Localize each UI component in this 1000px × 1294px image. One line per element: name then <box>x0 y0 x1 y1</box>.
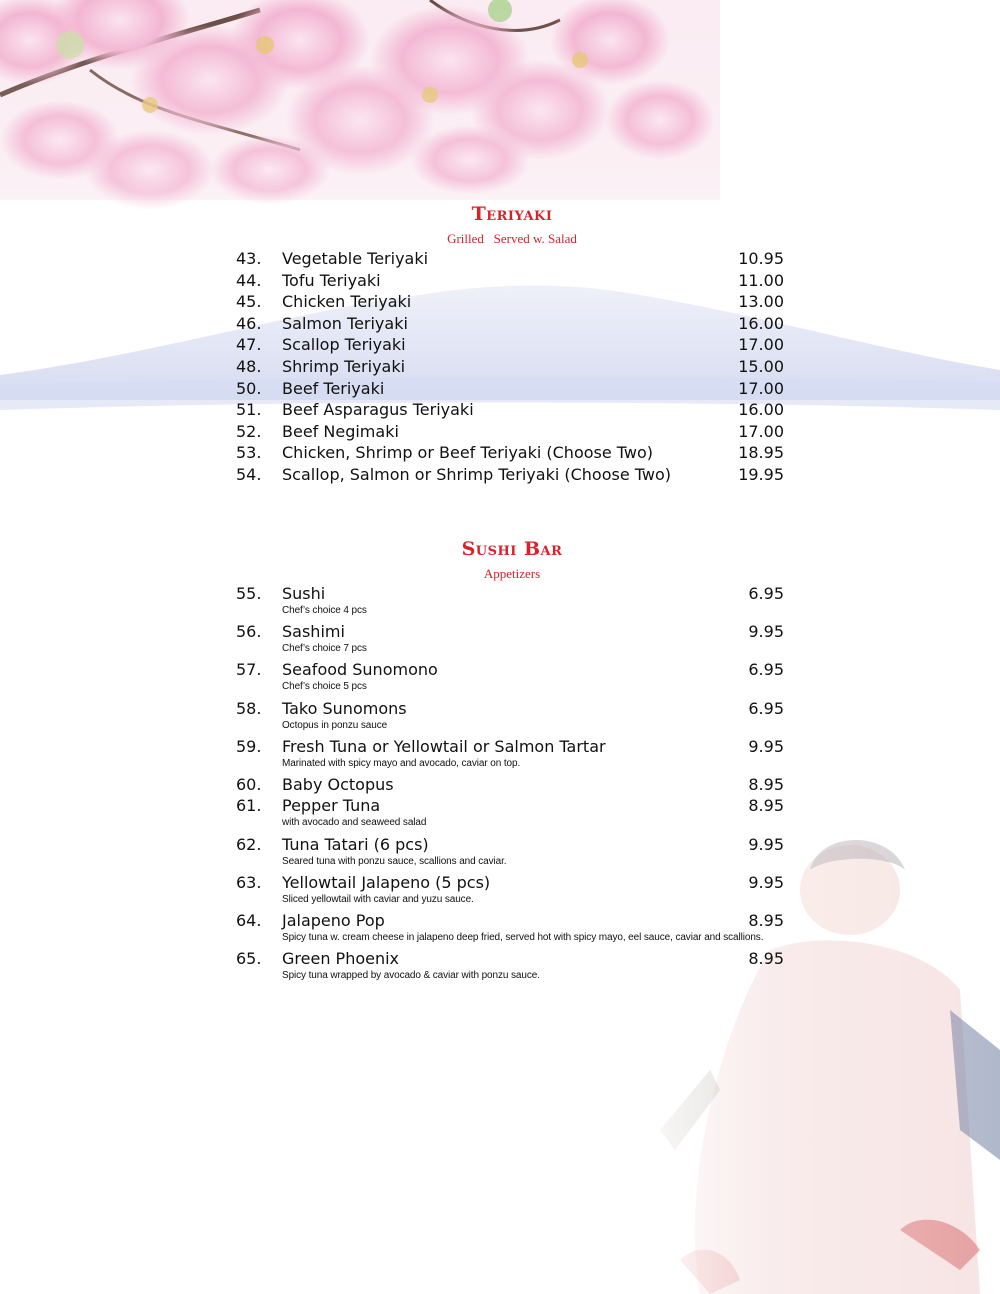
menu-item <box>236 465 784 487</box>
menu-item-name: Shrimp Teriyaki <box>282 357 406 376</box>
menu-item-price: 9.95 <box>748 622 784 642</box>
menu-item <box>236 911 784 943</box>
menu-item-number: 50. <box>236 378 262 398</box>
menu-item-number: 57. <box>236 660 262 680</box>
menu-item <box>236 660 784 693</box>
menu-item-price: 19.95 <box>738 465 784 484</box>
menu-item <box>236 400 784 422</box>
menu-item-number: 65. <box>236 949 262 969</box>
menu-item-price: 11.00 <box>738 270 784 290</box>
menu-item-name: Jalapeno Pop <box>282 911 385 930</box>
menu-item-number: 64. <box>236 911 262 930</box>
menu-item-name: Beef Asparagus Teriyaki <box>282 400 474 420</box>
menu-item-description: with avocado and seaweed salad <box>282 817 427 829</box>
menu-item-name: Sashimi <box>282 622 345 642</box>
menu-item-description: Sliced yellowtail with caviar and yuzu sauce. <box>282 893 474 905</box>
menu-item-number: 47. <box>236 335 262 355</box>
menu-item-name: Sushi <box>282 584 326 603</box>
menu-item-number: 56. <box>236 622 262 642</box>
menu-item-price: 10.95 <box>738 249 784 268</box>
menu-item-name: Scallop Teriyaki <box>282 335 406 355</box>
menu-item-description: Spicy tuna wrapped by avocado & caviar with ponzu sauce. <box>282 970 540 982</box>
menu-item <box>236 271 784 293</box>
menu-item-name: Chicken Teriyaki <box>282 292 412 312</box>
menu-item-name: Seafood Sunomono <box>282 660 438 680</box>
menu-item-price: 6.95 <box>748 660 784 680</box>
menu-item-number: 46. <box>236 313 262 333</box>
menu-item-price: 18.95 <box>738 443 784 463</box>
menu-item <box>236 698 784 731</box>
menu-item <box>236 796 784 829</box>
menu-item-description: Chef’s choice 4 pcs <box>282 605 367 616</box>
menu-item-number: 62. <box>236 834 262 854</box>
menu-item-number: 44. <box>236 270 262 290</box>
menu-item-price: 9.95 <box>748 834 784 854</box>
menu-item-name: Scallop, Salmon or Shrimp Teriyaki (Choose Two) <box>282 465 672 484</box>
menu-item-name: Fresh Tuna or Yellowtail or Salmon Tartar <box>282 736 606 756</box>
menu-item <box>236 335 784 357</box>
menu-item <box>236 422 784 444</box>
menu-item-name: Yellowtail Jalapeno (5 pcs) <box>282 872 491 892</box>
menu-item-description: Marinated with spicy mayo and avocado, caviar on top. <box>282 757 521 769</box>
menu-item-price: 15.00 <box>738 357 784 376</box>
menu-item-price: 9.95 <box>748 736 784 756</box>
menu-item-description: Seared tuna with ponzu sauce, scallions and caviar. <box>282 855 507 867</box>
menu-item-number: 43. <box>236 249 262 268</box>
menu-item-name: Chicken, Shrimp or Beef Teriyaki (Choose Two) <box>282 443 654 463</box>
geisha-illustration-icon <box>620 830 1000 1294</box>
menu-item <box>236 584 784 616</box>
menu-item <box>236 736 784 769</box>
menu-item-number: 63. <box>236 872 262 892</box>
menu-item <box>236 292 784 314</box>
menu-item-number: 53. <box>236 443 262 463</box>
menu-item-name: Tako Sunomons <box>282 698 407 718</box>
menu-item-number: 61. <box>236 796 262 816</box>
menu-item-number: 55. <box>236 584 262 603</box>
section-subtitle-sushi-bar: Appetizers <box>483 566 541 581</box>
menu-item-name: Tuna Tatari (6 pcs) <box>282 834 429 854</box>
menu-item-name: Beef Negimaki <box>282 421 399 441</box>
menu-item <box>236 872 784 905</box>
menu-item-description: Spicy tuna w. cream cheese in jalapeno deep fried, served hot with spicy mayo, eel sauce, caviar and scallions. <box>282 932 764 943</box>
section-title-teriyaki: Teriyaki <box>471 203 553 225</box>
menu-item-name: Green Phoenix <box>282 949 400 969</box>
menu-item-name: Tofu Teriyaki <box>282 270 381 290</box>
menu-item-price: 6.95 <box>748 698 784 718</box>
menu-item-number: 52. <box>236 421 262 441</box>
menu-item-price: 8.95 <box>748 949 784 969</box>
menu-item-price: 17.00 <box>738 378 784 398</box>
menu-item-number: 51. <box>236 400 262 420</box>
menu-item <box>236 314 784 336</box>
menu-item-number: 59. <box>236 736 262 756</box>
menu-item <box>236 949 784 982</box>
menu-item-price: 17.00 <box>738 421 784 441</box>
menu-item-name: Beef Teriyaki <box>282 378 385 398</box>
menu-item-price: 8.95 <box>748 775 784 794</box>
menu-item <box>236 249 784 271</box>
menu-item-number: 60. <box>236 775 262 794</box>
menu-item-price: 13.00 <box>738 292 784 312</box>
menu-item-price: 16.00 <box>738 313 784 333</box>
menu-item-number: 54. <box>236 465 262 484</box>
menu-item <box>236 622 784 655</box>
menu-item-description: Chef’s choice 5 pcs <box>282 681 367 693</box>
menu-item-description: Octopus in ponzu sauce <box>282 719 388 731</box>
menu-item <box>236 379 784 401</box>
menu-item-name: Salmon Teriyaki <box>282 313 408 333</box>
section-subtitle-teriyaki: Grilled Served w. Salad <box>447 231 577 246</box>
menu-item-number: 45. <box>236 292 262 312</box>
menu-item-name: Vegetable Teriyaki <box>282 249 429 268</box>
menu-item <box>236 834 784 867</box>
menu-item-price: 9.95 <box>748 872 784 892</box>
menu-item-price: 17.00 <box>738 335 784 355</box>
menu-item-number: 48. <box>236 357 262 376</box>
menu-item-name: Baby Octopus <box>282 775 394 794</box>
menu-item <box>236 443 784 465</box>
section-title-sushi-bar: Sushi Bar <box>461 538 563 560</box>
menu-item-name: Pepper Tuna <box>282 796 381 816</box>
menu-item-number: 58. <box>236 698 262 718</box>
menu-item <box>236 775 784 797</box>
menu-item-price: 6.95 <box>748 584 784 603</box>
menu-item <box>236 357 784 379</box>
menu-item-price: 16.00 <box>738 400 784 420</box>
menu-item-price: 8.95 <box>748 796 784 816</box>
menu-item-price: 8.95 <box>748 911 784 930</box>
menu-item-description: Chef’s choice 7 pcs <box>282 643 367 655</box>
